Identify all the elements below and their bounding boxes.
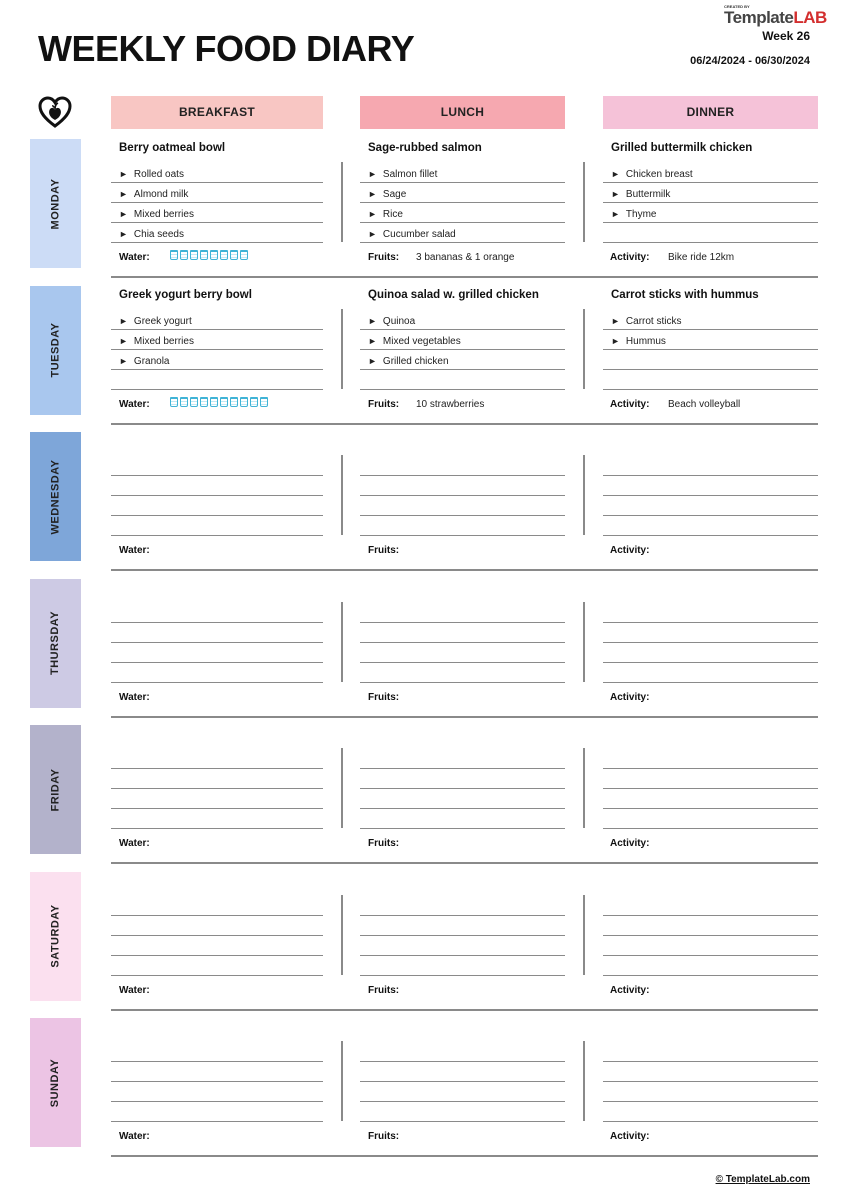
activity-label: Activity: xyxy=(610,1131,650,1142)
dinner-cell xyxy=(603,285,818,397)
column-divider xyxy=(341,895,343,975)
ingredient-item xyxy=(119,356,170,367)
activity-value[interactable]: Bike ride 12km xyxy=(668,252,735,263)
ingredient-text: Carrot sticks xyxy=(625,315,682,327)
day-row-sunday xyxy=(0,1017,848,1163)
lunch-cell xyxy=(360,431,565,543)
breakfast-title[interactable]: Berry oatmeal bowl xyxy=(119,142,226,154)
breakfast-line[interactable] xyxy=(111,788,323,809)
fruits-value[interactable]: 10 strawberries xyxy=(416,398,485,410)
fruits-label: Fruits: xyxy=(368,398,400,410)
dinner-line[interactable] xyxy=(603,1041,818,1062)
triangle-right-icon: ► xyxy=(611,209,620,219)
day-row-friday xyxy=(0,724,848,870)
activity-label: Activity: xyxy=(610,838,650,849)
ingredient-item xyxy=(119,209,194,220)
triangle-right-icon: ► xyxy=(119,229,128,239)
water-glass-icon[interactable] xyxy=(250,397,258,407)
dinner-line[interactable] xyxy=(603,162,818,183)
breakfast-title[interactable]: Greek yogurt berry bowl xyxy=(119,288,252,301)
column-divider xyxy=(583,309,585,389)
dinner-cell xyxy=(603,871,818,983)
water-glass-icon[interactable] xyxy=(220,397,228,407)
lunch-cell xyxy=(360,724,565,836)
water-glass-icon[interactable] xyxy=(200,397,208,407)
water-glasses xyxy=(170,397,268,407)
day-name: FRIDAY xyxy=(49,768,62,811)
lunch-line[interactable] xyxy=(360,642,565,663)
ingredient-text: Rolled oats xyxy=(133,169,184,180)
water-glass-icon[interactable] xyxy=(190,397,198,407)
dinner-line[interactable] xyxy=(603,329,818,350)
breakfast-line[interactable] xyxy=(111,642,323,663)
breakfast-line[interactable] xyxy=(111,622,323,643)
activity-value[interactable]: Beach volleyball xyxy=(668,398,741,410)
column-divider xyxy=(341,455,343,535)
dinner-line[interactable] xyxy=(603,369,818,390)
breakfast-line[interactable] xyxy=(111,915,323,936)
activity-label: Activity: xyxy=(610,984,650,996)
breakfast-line[interactable] xyxy=(111,1041,323,1062)
breakfast-line[interactable] xyxy=(111,662,323,683)
dinner-line[interactable] xyxy=(603,515,818,536)
triangle-right-icon: ► xyxy=(368,355,377,366)
breakfast-line[interactable] xyxy=(111,808,323,829)
fruits-label: Fruits: xyxy=(368,838,400,849)
triangle-right-icon: ► xyxy=(368,209,377,219)
dinner-line[interactable] xyxy=(603,768,818,789)
dinner-cell xyxy=(603,578,818,690)
activity-label: Activity: xyxy=(610,545,650,556)
ingredient-text: Mixed vegetables xyxy=(382,335,461,347)
row-divider xyxy=(111,862,818,864)
lunch-line[interactable] xyxy=(360,369,565,390)
lunch-line[interactable] xyxy=(360,895,565,916)
dinner-line[interactable] xyxy=(603,309,818,330)
day-label xyxy=(30,725,81,854)
column-divider xyxy=(583,1041,585,1121)
lunch-cell xyxy=(360,1017,565,1129)
ingredient-text: Buttermilk xyxy=(625,189,671,200)
ingredient-text: Hummus xyxy=(625,335,666,347)
triangle-right-icon: ► xyxy=(119,209,128,219)
water-label: Water: xyxy=(119,838,150,849)
lunch-line[interactable] xyxy=(360,935,565,956)
date-range: 06/24/2024 - 06/30/2024 xyxy=(690,55,810,67)
brand-wordmark xyxy=(724,9,834,27)
breakfast-line[interactable] xyxy=(111,1101,323,1122)
ingredient-item xyxy=(119,336,194,347)
lunch-line[interactable] xyxy=(360,349,565,370)
day-row-saturday xyxy=(0,871,848,1017)
dinner-line[interactable] xyxy=(603,495,818,516)
breakfast-line[interactable] xyxy=(111,309,323,330)
lunch-line[interactable] xyxy=(360,662,565,683)
triangle-right-icon: ► xyxy=(119,189,128,199)
activity-label: Activity: xyxy=(610,691,650,703)
column-divider xyxy=(341,1041,343,1121)
lunch-line[interactable] xyxy=(360,1061,565,1082)
water-glass-icon[interactable] xyxy=(230,250,238,260)
dinner-line[interactable] xyxy=(603,1061,818,1082)
column-divider xyxy=(583,602,585,682)
breakfast-cell xyxy=(111,431,323,543)
breakfast-line[interactable] xyxy=(111,455,323,476)
triangle-right-icon: ► xyxy=(368,335,377,346)
ingredient-text: Grilled chicken xyxy=(382,355,449,367)
water-glass-icon[interactable] xyxy=(180,397,188,407)
ingredient-item xyxy=(611,189,670,200)
brand-logo xyxy=(724,5,834,27)
activity-label: Activity: xyxy=(610,252,650,263)
triangle-right-icon: ► xyxy=(611,315,620,326)
day-label xyxy=(30,1018,81,1147)
ingredient-item xyxy=(368,169,437,180)
ingredient-text: Thyme xyxy=(625,209,657,220)
triangle-right-icon: ► xyxy=(611,189,620,199)
breakfast-header: BREAKFAST xyxy=(111,96,323,129)
breakfast-line[interactable] xyxy=(111,222,323,243)
dinner-line[interactable] xyxy=(603,895,818,916)
breakfast-line[interactable] xyxy=(111,329,323,350)
row-divider xyxy=(111,1155,818,1157)
dinner-title[interactable]: Carrot sticks with hummus xyxy=(611,288,759,301)
lunch-line[interactable] xyxy=(360,1101,565,1122)
day-name: THURSDAY xyxy=(49,610,62,676)
row-divider xyxy=(111,423,818,425)
lunch-line[interactable] xyxy=(360,622,565,643)
ingredient-text: Cucumber salad xyxy=(382,229,456,240)
dinner-line[interactable] xyxy=(603,955,818,976)
day-row-tuesday xyxy=(0,285,848,431)
ingredient-item xyxy=(611,209,656,220)
ingredient-item xyxy=(368,229,456,240)
lunch-cell xyxy=(360,138,565,250)
dinner-title[interactable]: Grilled buttermilk chicken xyxy=(611,142,753,154)
lunch-line[interactable] xyxy=(360,788,565,809)
lunch-line[interactable] xyxy=(360,515,565,536)
water-glass-icon[interactable] xyxy=(210,397,218,407)
dinner-line[interactable] xyxy=(603,748,818,769)
breakfast-line[interactable] xyxy=(111,955,323,976)
dinner-line[interactable] xyxy=(603,455,818,476)
breakfast-cell xyxy=(111,1017,323,1129)
breakfast-line[interactable] xyxy=(111,182,323,203)
row-divider xyxy=(111,569,818,571)
day-label xyxy=(30,872,81,1001)
column-divider xyxy=(341,162,343,242)
day-name: SATURDAY xyxy=(49,904,62,968)
water-label: Water: xyxy=(119,691,150,703)
breakfast-line[interactable] xyxy=(111,369,323,390)
brand-part-2: LAB xyxy=(793,8,827,27)
dinner-line[interactable] xyxy=(603,808,818,829)
water-glass-icon[interactable] xyxy=(170,250,178,260)
triangle-right-icon: ► xyxy=(119,315,128,326)
breakfast-line[interactable] xyxy=(111,602,323,623)
day-name: WEDNESDAY xyxy=(49,459,62,534)
water-glass-icon[interactable] xyxy=(230,397,238,407)
dinner-cell xyxy=(603,1017,818,1129)
lunch-line[interactable] xyxy=(360,808,565,829)
dinner-line[interactable] xyxy=(603,642,818,663)
breakfast-cell xyxy=(111,138,323,250)
ingredient-item xyxy=(368,336,461,347)
triangle-right-icon: ► xyxy=(368,315,377,326)
column-divider xyxy=(583,162,585,242)
dinner-line[interactable] xyxy=(603,602,818,623)
ingredient-text: Quinoa xyxy=(382,315,416,327)
ingredient-item xyxy=(611,336,666,347)
dinner-line[interactable] xyxy=(603,1081,818,1102)
row-divider xyxy=(111,1009,818,1011)
water-glasses xyxy=(170,250,248,260)
breakfast-line[interactable] xyxy=(111,935,323,956)
dinner-line[interactable] xyxy=(603,915,818,936)
lunch-line[interactable] xyxy=(360,1041,565,1062)
dinner-line[interactable] xyxy=(603,622,818,643)
fruits-label: Fruits: xyxy=(368,545,400,556)
lunch-line[interactable] xyxy=(360,222,565,243)
breakfast-line[interactable] xyxy=(111,349,323,370)
ingredient-text: Mixed berries xyxy=(133,335,194,347)
lunch-line[interactable] xyxy=(360,768,565,789)
column-divider xyxy=(341,748,343,828)
lunch-title[interactable]: Quinoa salad w. grilled chicken xyxy=(368,288,539,301)
fruits-label: Fruits: xyxy=(368,691,400,703)
triangle-right-icon: ► xyxy=(368,229,377,239)
column-divider xyxy=(583,895,585,975)
water-glass-icon[interactable] xyxy=(180,250,188,260)
column-divider xyxy=(341,309,343,389)
lunch-line[interactable] xyxy=(360,915,565,936)
brand-part-1: Template xyxy=(724,8,794,27)
triangle-right-icon: ► xyxy=(611,335,620,346)
breakfast-cell xyxy=(111,285,323,397)
ingredient-text: Granola xyxy=(133,355,170,367)
water-glass-icon[interactable] xyxy=(170,397,178,407)
column-divider xyxy=(583,748,585,828)
ingredient-text: Salmon fillet xyxy=(382,169,438,180)
dinner-line[interactable] xyxy=(603,475,818,496)
dinner-line[interactable] xyxy=(603,349,818,370)
triangle-right-icon: ► xyxy=(119,169,128,179)
ingredient-text: Rice xyxy=(382,209,403,220)
lunch-line[interactable] xyxy=(360,329,565,350)
ingredient-text: Chicken breast xyxy=(625,169,693,180)
triangle-right-icon: ► xyxy=(119,335,128,346)
breakfast-line[interactable] xyxy=(111,1081,323,1102)
water-glass-icon[interactable] xyxy=(210,250,218,260)
breakfast-cell xyxy=(111,871,323,983)
breakfast-line[interactable] xyxy=(111,475,323,496)
breakfast-line[interactable] xyxy=(111,1061,323,1082)
day-label xyxy=(30,286,81,415)
lunch-line[interactable] xyxy=(360,182,565,203)
row-divider xyxy=(111,716,818,718)
triangle-right-icon: ► xyxy=(368,169,377,179)
fruits-label: Fruits: xyxy=(368,252,400,263)
water-label: Water: xyxy=(119,1131,150,1142)
lunch-line[interactable] xyxy=(360,955,565,976)
ingredient-item xyxy=(611,316,681,327)
ingredient-item xyxy=(119,189,188,200)
breakfast-line[interactable] xyxy=(111,895,323,916)
dinner-line[interactable] xyxy=(603,1101,818,1122)
week-number: Week 26 xyxy=(762,29,810,43)
triangle-right-icon: ► xyxy=(368,189,377,199)
lunch-line[interactable] xyxy=(360,455,565,476)
day-row-thursday xyxy=(0,578,848,724)
ingredient-text: Chia seeds xyxy=(133,229,184,240)
lunch-cell xyxy=(360,578,565,690)
lunch-line[interactable] xyxy=(360,602,565,623)
day-label xyxy=(30,432,81,561)
ingredient-item xyxy=(119,229,184,240)
ingredient-item xyxy=(368,316,415,327)
row-divider xyxy=(111,276,818,278)
lunch-title[interactable]: Sage-rubbed salmon xyxy=(368,142,482,154)
water-glass-icon[interactable] xyxy=(260,397,268,407)
heart-apple-icon xyxy=(38,96,72,128)
lunch-line[interactable] xyxy=(360,475,565,496)
water-glass-icon[interactable] xyxy=(240,397,248,407)
lunch-header: LUNCH xyxy=(360,96,565,129)
activity-label: Activity: xyxy=(610,398,650,410)
day-row-monday xyxy=(0,138,848,284)
water-label: Water: xyxy=(119,984,150,996)
ingredient-item xyxy=(368,209,403,220)
breakfast-line[interactable] xyxy=(111,495,323,516)
dinner-cell xyxy=(603,431,818,543)
ingredient-item xyxy=(368,189,406,200)
lunch-line[interactable] xyxy=(360,202,565,223)
dinner-cell xyxy=(603,138,818,250)
ingredient-text: Greek yogurt xyxy=(133,315,192,327)
dinner-line[interactable] xyxy=(603,662,818,683)
water-glass-icon[interactable] xyxy=(240,250,248,260)
breakfast-line[interactable] xyxy=(111,768,323,789)
water-label: Water: xyxy=(119,545,150,556)
triangle-right-icon: ► xyxy=(611,169,620,179)
breakfast-line[interactable] xyxy=(111,515,323,536)
ingredient-item xyxy=(119,316,192,327)
dinner-cell xyxy=(603,724,818,836)
page-title: WEEKLY FOOD DIARY xyxy=(38,28,415,69)
lunch-line[interactable] xyxy=(360,495,565,516)
breakfast-line[interactable] xyxy=(111,162,323,183)
ingredient-item xyxy=(119,169,184,180)
fruits-label: Fruits: xyxy=(368,1131,400,1142)
lunch-cell xyxy=(360,871,565,983)
column-divider xyxy=(341,602,343,682)
breakfast-line[interactable] xyxy=(111,748,323,769)
day-label xyxy=(30,139,81,268)
dinner-line[interactable] xyxy=(603,788,818,809)
ingredient-text: Mixed berries xyxy=(133,209,194,220)
breakfast-cell xyxy=(111,724,323,836)
triangle-right-icon: ► xyxy=(119,355,128,366)
dinner-line[interactable] xyxy=(603,222,818,243)
water-glass-icon[interactable] xyxy=(200,250,208,260)
brand-created-by: CREATED BY xyxy=(724,4,750,9)
water-label: Water: xyxy=(119,252,150,263)
day-name: MONDAY xyxy=(49,178,62,229)
water-glass-icon[interactable] xyxy=(190,250,198,260)
ingredient-item xyxy=(611,169,693,180)
breakfast-cell xyxy=(111,578,323,690)
fruits-label: Fruits: xyxy=(368,984,400,996)
breakfast-line[interactable] xyxy=(111,202,323,223)
day-name: TUESDAY xyxy=(49,322,62,378)
day-name: SUNDAY xyxy=(49,1058,62,1107)
lunch-line[interactable] xyxy=(360,1081,565,1102)
water-label: Water: xyxy=(119,398,150,410)
lunch-line[interactable] xyxy=(360,162,565,183)
day-label xyxy=(30,579,81,708)
fruits-value[interactable]: 3 bananas & 1 orange xyxy=(416,252,515,263)
ingredient-text: Sage xyxy=(382,189,407,200)
day-row-wednesday xyxy=(0,431,848,577)
lunch-line[interactable] xyxy=(360,748,565,769)
dinner-line[interactable] xyxy=(603,935,818,956)
dinner-header: DINNER xyxy=(603,96,818,129)
ingredient-item xyxy=(368,356,449,367)
lunch-cell xyxy=(360,285,565,397)
lunch-line[interactable] xyxy=(360,309,565,330)
water-glass-icon[interactable] xyxy=(220,250,228,260)
ingredient-text: Almond milk xyxy=(133,189,189,200)
footer-link[interactable]: © TemplateLab.com xyxy=(715,1174,810,1185)
dinner-line[interactable] xyxy=(603,182,818,203)
dinner-line[interactable] xyxy=(603,202,818,223)
column-divider xyxy=(583,455,585,535)
